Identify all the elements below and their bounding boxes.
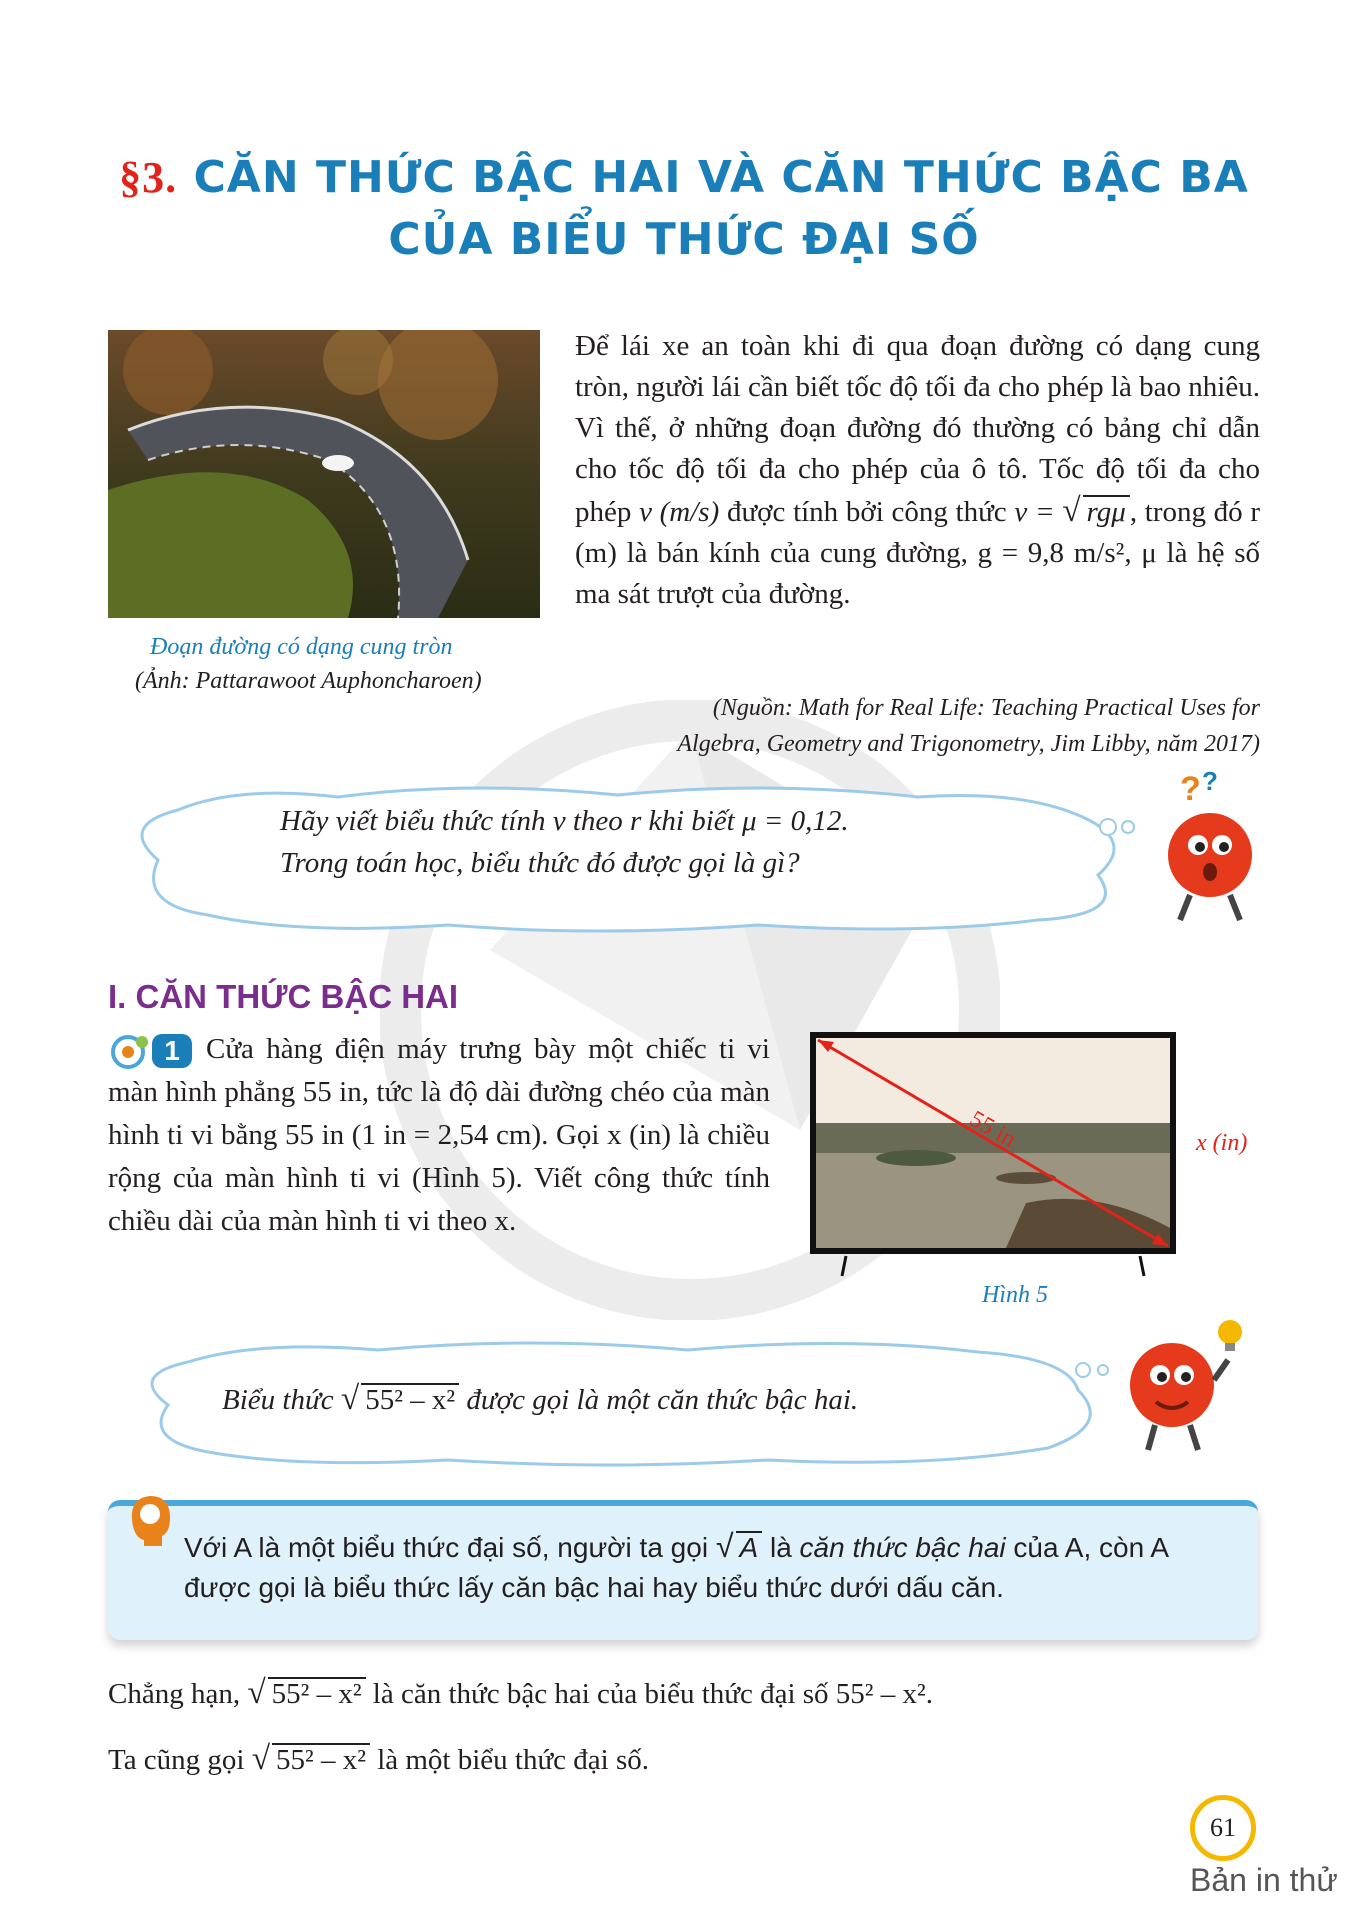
intro-v-unit: v (m/s): [639, 496, 720, 528]
activity-number: 1: [152, 1034, 192, 1068]
example-1-tail: là căn thức bậc hai của biểu thức đại số 55² – x².: [372, 1678, 933, 1710]
brain-head-icon: [122, 1492, 176, 1550]
page-title-line-2: CỦA BIỂU THỨC ĐẠI SỐ: [388, 214, 980, 265]
page-number: 61: [1190, 1795, 1256, 1861]
intro-formula-v: v =: [1014, 496, 1055, 528]
mascot-idea-icon: [1110, 1310, 1250, 1460]
cloud1-line-1: Hãy viết biểu thức tính v theo r khi biết μ = 0,12.: [280, 805, 849, 837]
tv-side-label: x (in): [1196, 1130, 1248, 1156]
cloud2-tail: được gọi là một căn thức bậc hai.: [466, 1384, 859, 1416]
figure-caption: Hình 5: [982, 1282, 1048, 1308]
example-2: Ta cũng gọi √ 55² – x² là một biểu thức đại số.: [108, 1740, 650, 1777]
tv-diagonal-label: 55 in: [965, 1106, 1021, 1153]
photo-caption: Đoạn đường có dạng cung tròn: [150, 634, 453, 660]
example-1-lead: Chẳng hạn,: [108, 1678, 241, 1710]
activity-text-body: Cửa hàng điện máy trưng bày một chiếc ti vi màn hình phẳng 55 in, tức là độ dài đường chéo của màn hình ti vi bằng 55 in (1 in = 2,54 cm). Gọi x (in) là chiều rộng của màn hình ti vi (Hình 5). Viết công thức tính chiều dài của màn hình ti vi theo x.: [108, 1033, 770, 1237]
definition-line-1: Với A là một biểu thức đại số, người ta gọi √ A là căn thức bậc hai của A, còn A: [184, 1528, 1170, 1564]
intro-formula-radicand: rgμ: [1086, 496, 1126, 528]
cloud2-lead: Biểu thức: [222, 1384, 334, 1416]
definition-line-2: được gọi là biểu thức lấy căn bậc hai hay biểu thức dưới dấu căn.: [184, 1572, 1004, 1603]
tv-figure: [806, 1028, 1186, 1283]
definition-lead: Với A là một biểu thức đại số, người ta gọi: [184, 1532, 709, 1563]
photo-credit: (Ảnh: Pattarawoot Auphoncharoen): [135, 668, 482, 694]
definition-radicand: A: [739, 1532, 759, 1563]
intro-formula-tail: , trong đó r (m): [575, 496, 1261, 569]
section-heading: I. CĂN THỨC BẬC HAI: [108, 978, 459, 1015]
intro-paragraph: Để lái xe an toàn khi đi qua đoạn đường có dạng cung tròn, người lái cần biết tốc độ tối đa cho phép là bao nhiêu. Vì thế, ở những đoạn đường đó thường có bảng chỉ dẫn cho tốc độ tối đa cho phép của ô tô. Tốc độ tối đa cho phép v (m/s) được tính bởi công thức v = √ rgμ , trong đó r (m) là bán kính của cung đường, g = 9,8 m/s², μ là hệ số ma sát trượt của đường.: [575, 330, 1261, 610]
example-1-radicand: 55² – x²: [271, 1678, 362, 1710]
example-2-lead: Ta cũng gọi: [108, 1744, 245, 1776]
definition-text: [184, 1526, 1244, 1608]
cloud1-text: [280, 800, 849, 884]
watermark-text: Bản in thử: [1190, 1862, 1338, 1898]
source-line-1: (Nguồn: Math for Real Life: Teaching Practical Uses for: [712, 695, 1260, 721]
intro-formula-lead: được tính bởi công thức: [726, 496, 1007, 528]
svg-text:?: ?: [1202, 766, 1218, 796]
source-citation: [560, 690, 1260, 762]
road-photo: [108, 330, 540, 618]
section-number: §3.: [119, 153, 178, 202]
svg-text:?: ?: [1180, 770, 1201, 808]
definition-tail: của A, còn A: [1013, 1532, 1170, 1563]
intro-text-1: Để lái xe an toàn khi đi qua đoạn đường có dạng cung tròn, người lái cần biết tốc độ tối đa cho phép là bao nhiêu. Vì thế, ở những đoạn đường đó thường có bảng chỉ dẫn cho tốc độ tối đa cho phép của ô tô. Tốc độ tối đa cho phép: [575, 330, 1260, 528]
mascot-thinking-icon: [1150, 760, 1270, 930]
activity-text: [108, 1028, 770, 1243]
page-title: [0, 152, 1368, 203]
definition-mid: là: [769, 1532, 792, 1563]
cloud1-line-2: Trong toán học, biểu thức đó được gọi là gì?: [280, 847, 800, 879]
intro-text-2: là bán kính của cung đường, g = 9,8 m/s², μ là hệ số ma sát trượt của đường.: [575, 537, 1261, 610]
source-line-2: Algebra, Geometry and Trigonometry, Jim Libby, năm 2017): [677, 731, 1260, 757]
example-2-radicand: 55² – x²: [276, 1744, 366, 1776]
example-1: Chẳng hạn, √ 55² – x² là căn thức bậc hai của biểu thức đại số 55² – x².: [108, 1674, 933, 1711]
title-line-1: CĂN THỨC BẬC HAI VÀ CĂN THỨC BẬC BA: [193, 152, 1249, 203]
example-2-tail: là một biểu thức đại số.: [377, 1744, 650, 1776]
definition-term: căn thức bậc hai: [799, 1532, 1006, 1563]
cloud2-radicand: 55² – x²: [365, 1384, 456, 1416]
cloud2-text: Biểu thức √ 55² – x² được gọi là một căn thức bậc hai.: [222, 1380, 859, 1417]
